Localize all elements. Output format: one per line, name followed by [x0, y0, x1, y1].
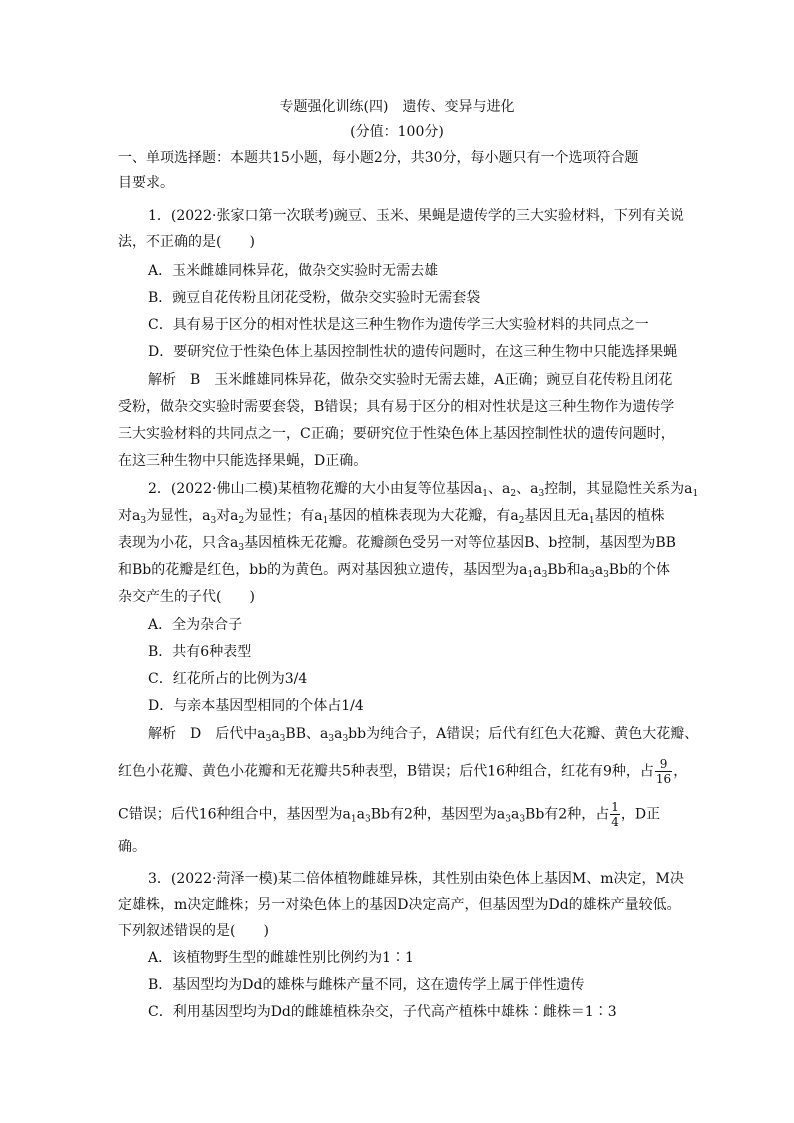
q1-explanation-line-4: 在这三种生物中只能选择果蝇，D正确。	[118, 453, 368, 469]
fraction-1-4: $\frac{1}{4}$	[611, 800, 619, 829]
section-heading-line-2: 目要求。	[118, 175, 174, 191]
q2-stem-line-2: 对$a_3$为显性，$a_3$对$a_2$为显性；有$a_1$基因的植株表现为大花瓣，有$a_2$基因且无$a_1$基因的植株	[118, 508, 665, 526]
q2-stem-line-3: 表现为小花，只含$a_3$基因植株无花瓣。花瓣颜色受另一对等位基因B、b控制，基因型为BB	[118, 535, 676, 553]
q1-option-d: D．要研究位于性染色体上基因控制性状的遗传问题时，在这三种生物中只能选择果蝇	[148, 344, 678, 360]
page-title: 专题强化训练(四) 遗传、变异与进化	[279, 99, 515, 115]
q3-option-a: A．该植物野生型的雌雄性别比例约为1∶1	[148, 950, 414, 966]
q2-stem-line-1: 2．(2022·佛山二模)某植物花瓣的大小由复等位基因$a_1$、$a_2$、$a_3$控制，其显隐性关系为$a_1$	[148, 481, 699, 499]
q2-explanation-line-4: 确。	[118, 839, 146, 855]
fraction-9-16: $\frac{9}{16}$	[655, 757, 672, 786]
q3-stem-line-1: 3．(2022·菏泽一模)某二倍体植物雌雄异株，其性别由染色体上基因M、m决定，M决	[148, 871, 684, 887]
q3-option-c: C．利用基因型均为Dd的雌雄植株杂交，子代高产植株中雄株∶雌株＝1∶3	[148, 1004, 617, 1020]
q1-option-c: C．具有易于区分的相对性状是这三种生物作为遗传学三大实验材料的共同点之一	[148, 317, 649, 333]
q2-explanation-line-3: C错误；后代16种组合中，基因型为$a_1a_3Bb$有2种，基因型为$a_3a_3Bb$有2种，占 $\frac{1}{4}$ ，D正	[118, 800, 661, 829]
q1-stem-line-1: 1．(2022·张家口第一次联考)豌豆、玉米、果蝇是遗传学的三大实验材料，下列有关说	[148, 208, 684, 224]
section-heading-line-1: 一、单项选择题：本题共15小题，每小题2分，共30分，每小题只有一个选项符合题	[118, 150, 639, 166]
q2-option-a: A．全为杂合子	[148, 617, 243, 633]
q2-option-b: B．共有6种表型	[148, 644, 252, 660]
q3-option-b: B．基因型均为Dd的雄株与雌株产量不同，这在遗传学上属于伴性遗传	[148, 977, 585, 993]
q1-stem-line-2: 法，不正确的是( )	[118, 234, 255, 250]
q3-stem-line-2: 定雄株，m决定雌株；另一对染色体上的基因D决定高产，但基因型为Dd的雄株产量较低。	[118, 897, 681, 913]
score-note: (分值：100分)	[350, 124, 444, 140]
q2-option-c: C．红花所占的比例为3/4	[148, 671, 308, 687]
q2-stem-line-4: 和Bb的花瓣是红色，bb的为黄色。两对基因独立遗传，基因型为$a_1a_3Bb$和$a_3a_3Bb$的个体	[118, 562, 671, 580]
q2-stem-line-5: 杂交产生的子代( )	[118, 589, 255, 605]
q3-stem-line-3: 下列叙述错误的是( )	[118, 923, 269, 939]
q1-option-a: A．玉米雌雄同株异花，做杂交实验时无需去雄	[148, 263, 439, 279]
q2-option-d: D．与亲本基因型相同的个体占1/4	[148, 698, 364, 714]
q1-option-b: B．豌豆自花传粉且闭花受粉，做杂交实验时无需套袋	[148, 290, 481, 306]
q1-explanation-line-3: 三大实验材料的共同点之一，C正确；要研究位于性染色体上基因控制性状的遗传问题时，	[118, 426, 675, 442]
q2-explanation-line-1: 解析 D 后代中$a_3a_3BB$、$a_3a_3bb$为纯合子，A错误；后代有红色大花瓣、黄色大花瓣、	[148, 726, 699, 744]
q2-explanation-line-2: 红色小花瓣、黄色小花瓣和无花瓣共5种表型，B错误；后代16种组合，红花有9种，占 $\frac{9}{16}$ ，	[118, 757, 688, 786]
q1-explanation-line-1: 解析 B 玉米雌雄同株异花，做杂交实验时无需去雄，A正确；豌豆自花传粉且闭花	[148, 372, 673, 388]
q1-explanation-line-2: 受粉，做杂交实验时需要套袋，B错误；具有易于区分的相对性状是这三种生物作为遗传学	[118, 399, 675, 415]
